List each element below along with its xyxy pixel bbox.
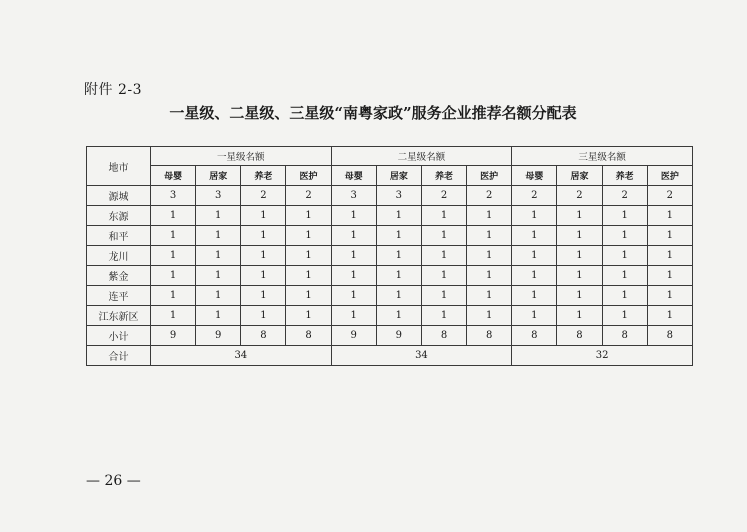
- quota-cell: 1: [467, 226, 512, 246]
- quota-cell: 9: [331, 326, 376, 346]
- quota-cell: 1: [376, 206, 421, 226]
- sub-header-elderly: 养老: [241, 166, 286, 186]
- region-cell: 江东新区: [87, 306, 151, 326]
- quota-cell: 2: [286, 186, 331, 206]
- quota-cell: 1: [331, 206, 376, 226]
- quota-cell: 1: [647, 246, 692, 266]
- quota-cell: 9: [196, 326, 241, 346]
- total-value-cell: 34: [331, 346, 512, 366]
- quota-cell: 1: [286, 206, 331, 226]
- quota-cell: 2: [241, 186, 286, 206]
- quota-cell: 1: [512, 206, 557, 226]
- table-body: [87, 186, 693, 366]
- quota-cell: 1: [512, 266, 557, 286]
- quota-cell: 1: [286, 226, 331, 246]
- quota-cell: 1: [376, 306, 421, 326]
- quota-cell: 2: [647, 186, 692, 206]
- quota-cell: 8: [286, 326, 331, 346]
- quota-cell: 1: [557, 206, 602, 226]
- quota-cell: 1: [151, 226, 196, 246]
- quota-cell: 1: [241, 206, 286, 226]
- quota-cell: 1: [151, 266, 196, 286]
- quota-cell: 1: [421, 226, 466, 246]
- sub-header-medical: 医护: [467, 166, 512, 186]
- table-row: [87, 246, 693, 266]
- page-number: — 26 —: [86, 473, 141, 489]
- quota-cell: 3: [376, 186, 421, 206]
- quota-cell: 1: [557, 286, 602, 306]
- quota-cell: 8: [241, 326, 286, 346]
- sub-header-maternal: 母婴: [151, 166, 196, 186]
- quota-cell: 1: [421, 286, 466, 306]
- quota-cell: 1: [467, 206, 512, 226]
- quota-cell: 9: [376, 326, 421, 346]
- quota-cell: 2: [602, 186, 647, 206]
- sub-header-elderly: 养老: [602, 166, 647, 186]
- quota-cell: 1: [331, 266, 376, 286]
- quota-cell: 1: [467, 266, 512, 286]
- region-cell: 源城: [87, 186, 151, 206]
- region-cell: 小计: [87, 326, 151, 346]
- quota-cell: 1: [286, 246, 331, 266]
- quota-cell: 3: [331, 186, 376, 206]
- total-value-cell: 34: [151, 346, 332, 366]
- quota-cell: 1: [512, 306, 557, 326]
- sub-header-medical: 医护: [647, 166, 692, 186]
- total-row: [87, 346, 693, 366]
- quota-cell: 1: [647, 306, 692, 326]
- quota-cell: 8: [421, 326, 466, 346]
- quota-cell: 1: [602, 226, 647, 246]
- total-label-cell: 合计: [87, 346, 151, 366]
- quota-cell: 1: [241, 226, 286, 246]
- quota-cell: 1: [512, 246, 557, 266]
- quota-cell: 1: [557, 266, 602, 286]
- sub-header-row: [87, 166, 693, 186]
- quota-cell: 1: [286, 266, 331, 286]
- quota-cell: 1: [331, 246, 376, 266]
- quota-cell: 1: [421, 206, 466, 226]
- quota-cell: 1: [602, 246, 647, 266]
- quota-cell: 1: [557, 246, 602, 266]
- quota-cell: 1: [196, 306, 241, 326]
- quota-table: [86, 146, 693, 366]
- quota-cell: 1: [196, 226, 241, 246]
- quota-cell: 1: [196, 266, 241, 286]
- quota-cell: 1: [151, 206, 196, 226]
- sub-header-maternal: 母婴: [331, 166, 376, 186]
- document-title: 一星级、二星级、三星级“南粤家政”服务企业推荐名额分配表: [169, 104, 577, 122]
- quota-cell: 8: [647, 326, 692, 346]
- region-cell: 和平: [87, 226, 151, 246]
- group-header-three-star: 三星级名额: [512, 147, 693, 166]
- quota-cell: 1: [602, 266, 647, 286]
- region-cell: 东源: [87, 206, 151, 226]
- region-column-header: 地市: [87, 147, 151, 186]
- table-row: [87, 266, 693, 286]
- quota-cell: 1: [602, 306, 647, 326]
- quota-cell: 1: [421, 266, 466, 286]
- sub-header-home: 居家: [557, 166, 602, 186]
- quota-cell: 3: [151, 186, 196, 206]
- table-row: [87, 206, 693, 226]
- quota-cell: 1: [421, 246, 466, 266]
- table-row: [87, 186, 693, 206]
- quota-cell: 1: [151, 286, 196, 306]
- quota-cell: 8: [602, 326, 647, 346]
- sub-header-home: 居家: [376, 166, 421, 186]
- group-header-two-star: 二星级名额: [331, 147, 512, 166]
- quota-cell: 2: [467, 186, 512, 206]
- quota-cell: 1: [467, 286, 512, 306]
- table-row: [87, 286, 693, 306]
- quota-cell: 1: [151, 306, 196, 326]
- sub-header-elderly: 养老: [421, 166, 466, 186]
- quota-cell: 3: [196, 186, 241, 206]
- quota-cell: 1: [331, 226, 376, 246]
- quota-cell: 1: [241, 306, 286, 326]
- quota-cell: 1: [286, 306, 331, 326]
- quota-cell: 1: [241, 246, 286, 266]
- group-header-one-star: 一星级名额: [151, 147, 332, 166]
- quota-cell: 1: [467, 306, 512, 326]
- quota-cell: 1: [647, 206, 692, 226]
- quota-cell: 1: [602, 206, 647, 226]
- quota-cell: 1: [602, 286, 647, 306]
- quota-cell: 9: [151, 326, 196, 346]
- quota-cell: 1: [557, 226, 602, 246]
- table-row: [87, 306, 693, 326]
- table-row: [87, 326, 693, 346]
- quota-cell: 8: [512, 326, 557, 346]
- quota-cell: 1: [151, 246, 196, 266]
- quota-cell: 1: [467, 246, 512, 266]
- quota-cell: 1: [241, 286, 286, 306]
- sub-header-home: 居家: [196, 166, 241, 186]
- quota-cell: 1: [286, 286, 331, 306]
- quota-cell: 1: [512, 286, 557, 306]
- sub-header-maternal: 母婴: [512, 166, 557, 186]
- total-value-cell: 32: [512, 346, 693, 366]
- quota-cell: 1: [376, 226, 421, 246]
- quota-cell: 2: [512, 186, 557, 206]
- quota-cell: 1: [196, 246, 241, 266]
- group-header-row: [87, 147, 693, 166]
- quota-cell: 1: [376, 266, 421, 286]
- region-cell: 紫金: [87, 266, 151, 286]
- quota-cell: 1: [241, 266, 286, 286]
- quota-cell: 8: [467, 326, 512, 346]
- quota-cell: 1: [196, 286, 241, 306]
- table-row: [87, 226, 693, 246]
- quota-cell: 1: [512, 226, 557, 246]
- quota-cell: 1: [421, 306, 466, 326]
- quota-cell: 2: [421, 186, 466, 206]
- quota-cell: 1: [647, 286, 692, 306]
- quota-cell: 1: [376, 246, 421, 266]
- quota-cell: 1: [557, 306, 602, 326]
- quota-cell: 2: [557, 186, 602, 206]
- quota-cell: 1: [196, 206, 241, 226]
- quota-cell: 1: [647, 266, 692, 286]
- region-cell: 龙川: [87, 246, 151, 266]
- attachment-label: 附件 2-3: [84, 82, 142, 98]
- sub-header-medical: 医护: [286, 166, 331, 186]
- quota-cell: 8: [557, 326, 602, 346]
- quota-cell: 1: [331, 306, 376, 326]
- quota-cell: 1: [376, 286, 421, 306]
- quota-cell: 1: [331, 286, 376, 306]
- region-cell: 连平: [87, 286, 151, 306]
- quota-cell: 1: [647, 226, 692, 246]
